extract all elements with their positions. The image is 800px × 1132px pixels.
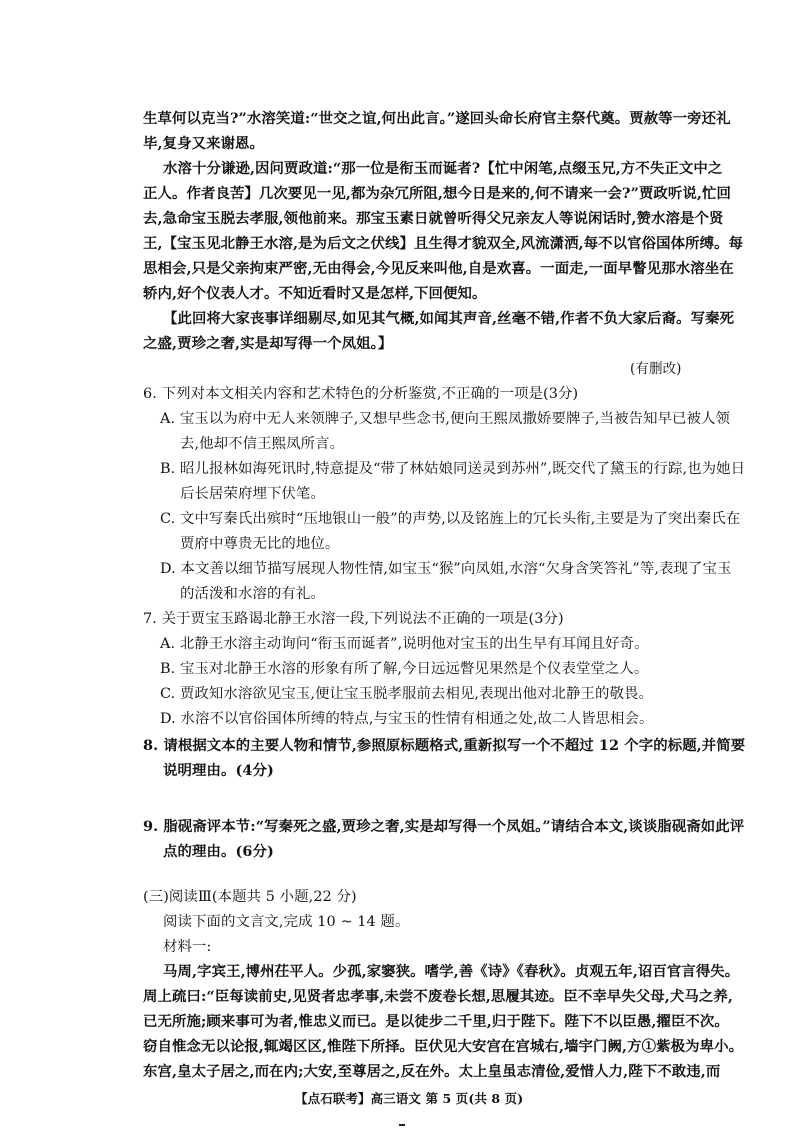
scan-mark — [399, 1124, 405, 1126]
q7-option-c: C. 贾政知水溶欲见宝玉,便让宝玉脱孝服前去相见,表现出他对北静王的敬畏。 — [160, 686, 653, 702]
q7-option-b: B. 宝玉对北静王水溶的形象有所了解,今日远远瞥见果然是个仪表堂堂之人。 — [160, 661, 649, 677]
q6-option-a-cont: 去,他却不信王熙凤所言。 — [180, 436, 345, 452]
passage-line: 王,【宝玉见北静王水溶,是为后文之伏线】且生得才貌双全,风流潇洒,每不以官俗国体所缚。每 — [143, 235, 744, 252]
question-6-stem: 6. 下列对本文相关内容和艺术特色的分析鉴赏,不正确的一项是(3分) — [143, 386, 579, 402]
section-3-heading: (三)阅读Ⅲ(本题共 5 小题,22 分) — [143, 889, 357, 905]
q6-option-c: C. 文中写秦氏出殡时“压地银山一般”的声势,以及铭旌上的冗长头衔,主要是为了突出秦氏在 — [160, 511, 741, 527]
passage-line: 思相会,只是父亲拘束严密,无由得会,今见反来叫他,自是欢喜。一面走,一面早瞥见那水溶坐在 — [143, 260, 734, 277]
q6-option-b-cont: 后长居荣府埋下伏笔。 — [180, 486, 325, 502]
q6-option-b: B. 昭儿报林如海死讯时,特意提及“带了林姑娘同送灵到苏州”,既交代了黛玉的行踪,也为她日 — [160, 461, 746, 477]
passage-line: 生草何以克当?”水溶笑道:“世交之谊,何出此言。”遂回头命长府官主祭代奠。贾赦等一旁还礼 — [143, 110, 731, 127]
passage-line: 毕,复身又来谢恩。 — [143, 135, 265, 152]
page-footer: 【点石联考】高三语文 第 5 页(共 8 页) — [295, 1091, 524, 1106]
classical-text-line: 已无所施;顾来事可为者,惟忠义而已。是以徒步二千里,归于陛下。陛下不以臣愚,擢臣不次。 — [143, 1013, 729, 1030]
source-note: (有删改) — [630, 361, 682, 377]
passage-line: 【此回将大家丧事详细剔尽,如见其气概,如闻其声音,丝毫不错,作者不负大家后裔。写秦死 — [163, 310, 735, 327]
q7-option-a: A. 北静王水溶主动询问“衔玉而诞者”,说明他对宝玉的出生早有耳闻且好奇。 — [160, 636, 649, 652]
classical-text-line: 周上疏曰:“臣每读前史,见贤者忠孝事,未尝不废卷长想,思履其迹。臣不幸早失父母,犬马之养, — [143, 988, 733, 1005]
passage-line: 之盛,贾珍之奢,实是却写得一个凤姐。】 — [143, 335, 393, 352]
passage-line: 去,急命宝玉脱去孝服,领他前来。那宝玉素日就曾听得父兄亲友人等说闲话时,赞水溶是个贤 — [143, 210, 724, 227]
section-3-instruction: 阅读下面的文言文,完成 10 ~ 14 题。 — [163, 914, 410, 930]
question-9-stem-cont: 点的理由。(6分) — [163, 843, 274, 860]
q6-option-d-cont: 的活泼和水溶的有礼。 — [180, 586, 325, 602]
q6-option-a: A. 宝玉以为府中无人来领牌子,又想早些念书,便向王熙凤撒娇要牌子,当被告知早已被人领 — [160, 411, 731, 427]
question-8-stem: 8. 请根据文本的主要人物和情节,参照原标题格式,重新拟写一个不超过 12 个字的标题,并简要 — [143, 737, 746, 754]
material-label: 材料一: — [163, 939, 212, 955]
classical-text-line: 马周,字宾王,博州茌平人。少孤,家窭狭。嗜学,善《诗》《春秋》。贞观五年,诏百官言得失。 — [163, 963, 740, 980]
passage-line: 正人。作者良苦】几次要见一见,都为杂冗所阻,想今日是来的,何不请来一会?”贾政听说,忙回 — [143, 185, 731, 202]
classical-text-line: 东宫,皇太子居之,而在内;大安,至尊居之,反在外。太上皇虽志清俭,爱惜人力,陛下不敢违,而 — [143, 1063, 721, 1080]
question-9-stem: 9. 脂砚斋评本节:“写秦死之盛,贾珍之奢,实是却写得一个凤姐。”请结合本文,谈谈脂砚斋如此评 — [143, 818, 745, 835]
passage-line: 水溶十分谦逊,因问贾政道:“那一位是衔玉而诞者?【忙中闲笔,点缀玉兄,方不失正文中之 — [163, 160, 723, 177]
q7-option-d: D. 水溶不以官俗国体所缚的特点,与宝玉的性情有相通之处,故二人皆思相会。 — [160, 711, 654, 727]
q6-option-c-cont: 贾府中尊贵无比的地位。 — [180, 536, 340, 552]
question-7-stem: 7. 关于贾宝玉路谒北静王水溶一段,下列说法不正确的一项是(3分) — [143, 611, 564, 627]
q6-option-d: D. 本文善以细节描写展现人物性情,如宝玉“猴”向凤姐,水溶“欠身含笑答礼”等,表现了宝玉 — [160, 561, 732, 577]
passage-line: 轿内,好个仪表人才。不知近看时又是怎样,下回便知。 — [143, 285, 487, 302]
question-8-stem-cont: 说明理由。(4分) — [163, 762, 274, 779]
classical-text-line: 窃自惟念无以论报,辄竭区区,惟陛下所择。臣伏见大安宫在宫城右,墙宇门阙,方①紫极为卑小。 — [143, 1038, 744, 1055]
